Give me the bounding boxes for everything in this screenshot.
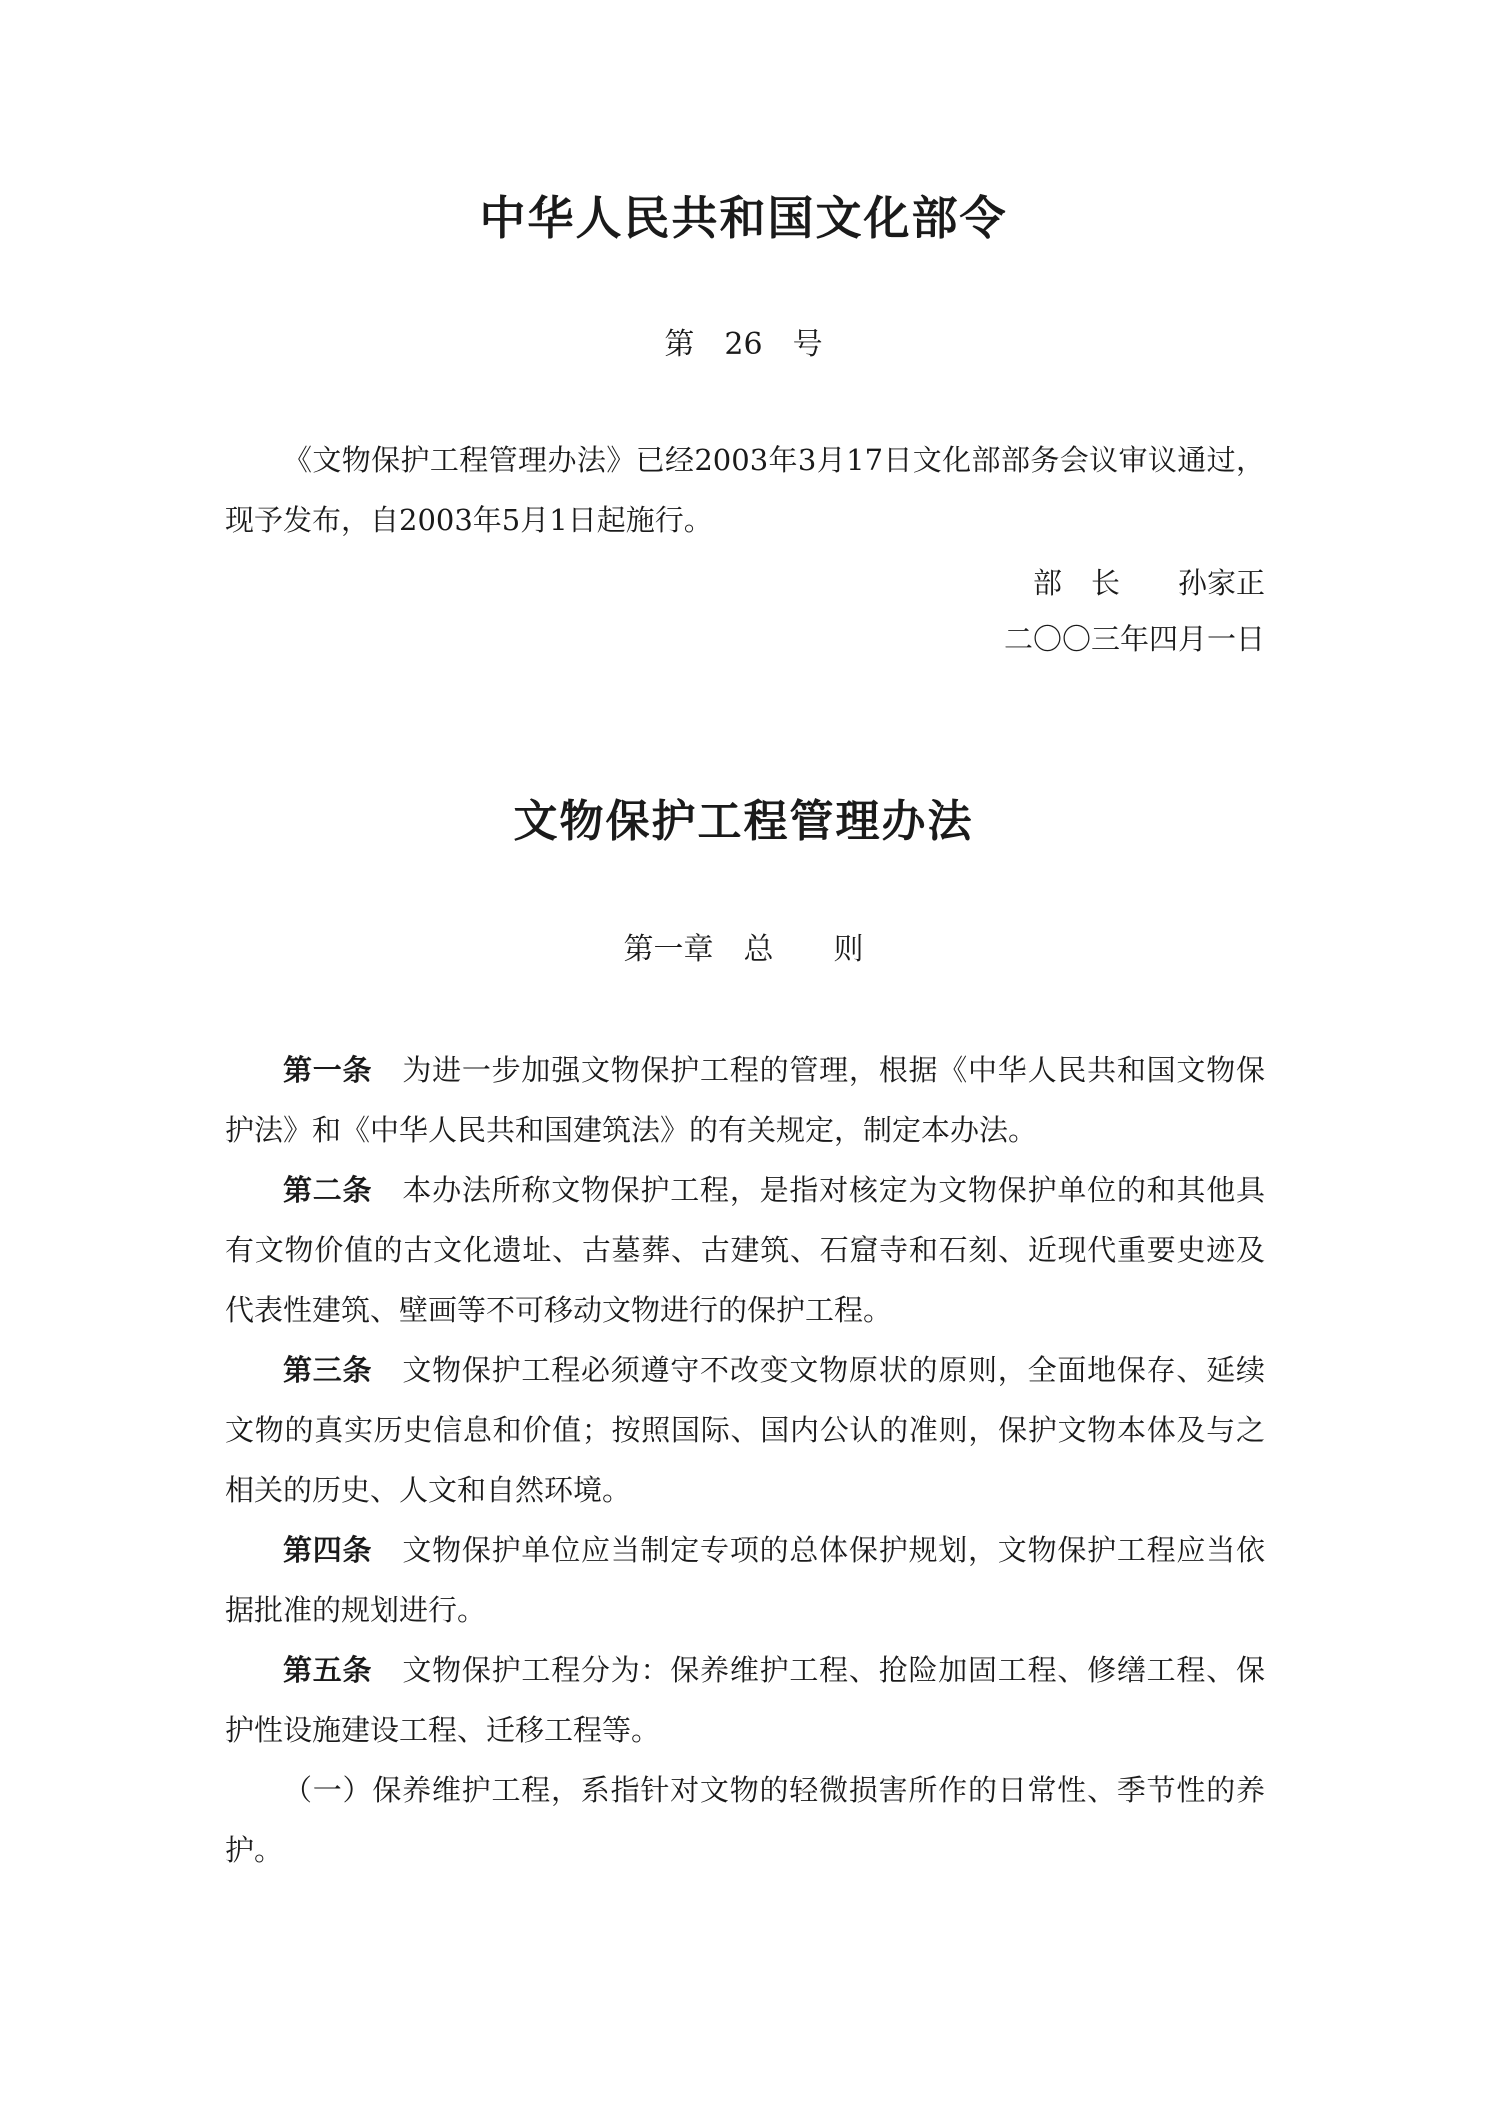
articles-block (225, 1040, 1265, 1880)
signature-date: 二〇〇三年四月一日 (1003, 622, 1265, 656)
article-text: 文物保护工程必须遵守不改变文物原状的原则，全面地保存、延续文物的真实历史信息和价值；按照国际、国内公认的准则，保护文物本体及与之相关的历史、人文和自然环境。 (225, 1353, 1265, 1507)
article-2 (225, 1160, 1265, 1340)
article-text: 本办法所称文物保护工程，是指对核定为文物保护单位的和其他具有文物价值的古文化遗址、古墓葬、古建筑、石窟寺和石刻、近现代重要史迹及代表性建筑、壁画等不可移动文物进行的保护工程。 (225, 1173, 1265, 1327)
article-5 (225, 1640, 1265, 1760)
decree-number: 第 26 号 (664, 327, 823, 362)
decree-title: 中华人民共和国文化部令 (479, 191, 1008, 245)
article-text: 为进一步加强文物保护工程的管理，根据《中华人民共和国文物保护法》和《中华人民共和国建筑法》的有关规定，制定本办法。 (225, 1053, 1265, 1147)
article-4 (225, 1520, 1265, 1640)
article-number: 第五条 (283, 1653, 373, 1687)
decree-intro: 《文物保护工程管理办法》已经2003年3月17日文化部部务会议审议通过，现予发布，自2003年5月1日起施行。 (225, 443, 1265, 537)
article-number: 第四条 (283, 1533, 373, 1567)
signatory: 部 长 孙家正 (1032, 566, 1265, 600)
article-3 (225, 1340, 1265, 1520)
clause-1: （一）保养维护工程，系指针对文物的轻微损害所作的日常性、季节性的养护。 (225, 1773, 1265, 1867)
article-number: 第三条 (283, 1353, 373, 1387)
article-text: 文物保护工程分为：保养维护工程、抢险加固工程、修缮工程、保护性设施建设工程、迁移工程等。 (225, 1653, 1265, 1747)
article-number: 第一条 (283, 1053, 373, 1087)
chapter-title: 第一章 总 则 (623, 932, 864, 967)
signature-block (1004, 555, 1265, 667)
article-text: 文物保护单位应当制定专项的总体保护规划，文物保护工程应当依据批准的规划进行。 (225, 1533, 1265, 1627)
decree-intro-block (225, 430, 1265, 550)
measures-title: 文物保护工程管理办法 (513, 796, 974, 847)
article-number: 第二条 (283, 1173, 373, 1207)
article-1 (225, 1040, 1265, 1160)
